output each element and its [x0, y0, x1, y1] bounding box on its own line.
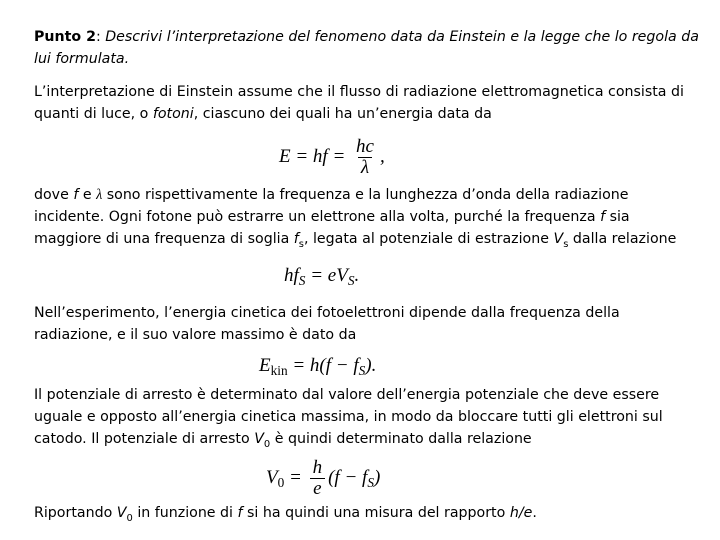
eq4-subscript-s: S	[367, 474, 374, 490]
eq1-numerator: hc	[356, 136, 374, 157]
p5-text-b: in funzione di	[132, 505, 238, 521]
paragraph-threshold	[34, 184, 699, 256]
eq1-denominator: λ	[358, 157, 372, 178]
eq4-paren: (f − f	[328, 466, 368, 488]
eq4-denominator: e	[310, 478, 324, 499]
question-heading	[34, 26, 699, 70]
p4-symbol-v: V	[254, 431, 264, 447]
p1-emphasis-fotoni: fotoni	[152, 106, 194, 122]
eq4-subscript-0: 0	[277, 474, 285, 490]
equation-photon-energy	[279, 137, 385, 178]
p5-subscript-0: 0	[126, 513, 133, 524]
p5-ratio-h-over-e: h/e	[509, 505, 533, 521]
p1-text-a: L’interpretazione di Einstein assume che il flusso di radiazione elettromagnetica consista di quanti di luce, o	[34, 84, 684, 122]
eq3-middle: = h(f − f	[287, 355, 359, 376]
p2-symbol-vs: V	[553, 231, 564, 247]
paragraph-conclusion	[34, 502, 699, 530]
p5-text-a: Riportando	[34, 505, 117, 521]
eq2-tail: .	[354, 265, 360, 286]
p5-text-c: si ha quindi una misura del rapporto	[242, 505, 510, 521]
p5-symbol-f: f	[237, 505, 243, 521]
eq1-fraction	[353, 137, 377, 178]
equation-threshold	[284, 265, 359, 288]
p2-subscript-s-2: s	[563, 239, 569, 250]
paragraph-kinetic-energy	[34, 302, 699, 346]
p2-text-2: e	[78, 187, 97, 203]
eq2-hf: hf	[284, 265, 299, 286]
eq2-subscript-2: S	[347, 273, 355, 288]
equation-stopping-potential	[266, 458, 380, 499]
p2-symbol-f-2: f	[600, 209, 606, 225]
p5-text-d: .	[532, 505, 537, 521]
equation-kinetic-energy	[259, 355, 376, 378]
p3-text: Nell’esperimento, l’energia cinetica dei fotoelettroni dipende dalla frequenza della radiazione, e il suo valore massimo è dato da	[34, 305, 620, 343]
paragraph-einstein	[34, 81, 699, 125]
eq4-numerator: h	[312, 457, 323, 478]
p2-text-6: dalla relazione	[568, 231, 677, 247]
p4-subscript-0: 0	[263, 439, 271, 450]
eq4-tail: )	[373, 466, 381, 488]
eq2-middle: = eV	[305, 265, 348, 286]
question-label: Punto 2	[34, 29, 96, 45]
p1-text-b: , ciascuno dei quali ha un’energia data da	[193, 106, 492, 122]
p4-text-b: è quindi determinato dalla relazione	[270, 431, 532, 447]
eq4-fraction	[310, 458, 326, 499]
eq1-lhs: E = hf =	[279, 145, 346, 167]
eq2-subscript-1: S	[298, 273, 306, 288]
p2-symbol-fs: f	[293, 231, 299, 247]
p2-text-3: sono rispettivamente la frequenza e la lunghezza d’onda della radiazione incidente. Ogni fotone può estrarre un elettrone alla volta, purché la frequenza	[34, 187, 629, 225]
eq3-subscript-kin: kin	[270, 363, 288, 378]
question-colon: :	[95, 29, 101, 45]
eq3-e: E	[259, 355, 271, 376]
eq3-subscript-s: S	[358, 363, 366, 378]
p5-symbol-v: V	[116, 505, 127, 521]
p4-text-a: Il potenziale di arresto è determinato dal valore dell’energia potenziale che deve essere uguale e opposto all’energia cinetica massima, in modo da bloccare tutti gli elettroni sul catodo. Il potenziale di arresto	[34, 387, 663, 447]
p2-text-5: , legata al potenziale di estrazione	[303, 231, 554, 247]
question-text: Descrivi l’interpretazione del fenomeno data da Einstein e la legge che lo regola da lui formulata.	[34, 29, 699, 67]
p2-symbol-lambda: λ	[96, 187, 103, 203]
p2-text-4: sia maggiore di una frequenza di soglia	[34, 209, 630, 247]
paragraph-stopping-potential	[34, 384, 699, 456]
p2-text-1: dove	[34, 187, 74, 203]
p2-symbol-f: f	[73, 187, 79, 203]
eq1-tail: ,	[379, 145, 385, 167]
eq4-v: V	[266, 466, 278, 488]
p2-subscript-s: s	[298, 239, 304, 250]
eq4-equals: =	[284, 466, 302, 488]
eq3-tail: ).	[365, 355, 377, 376]
